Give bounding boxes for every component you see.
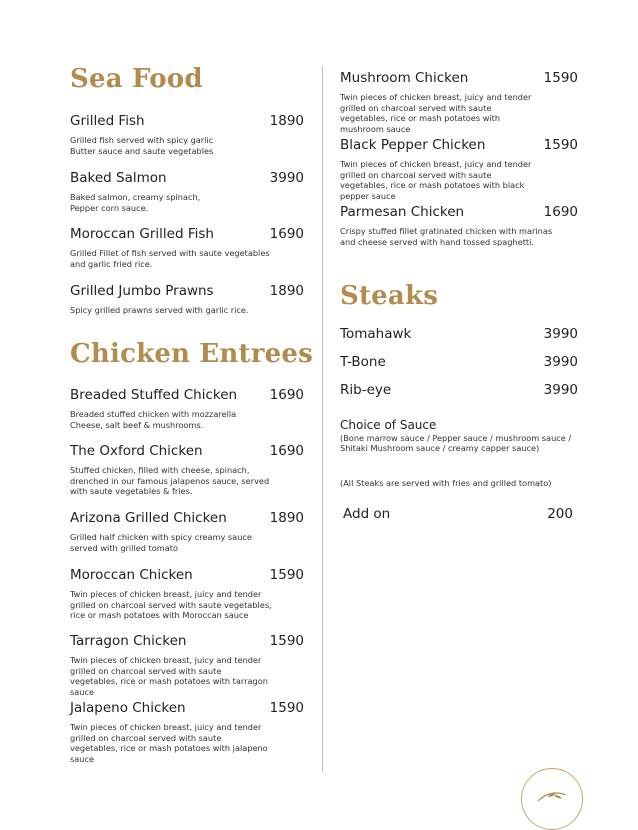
item-price: 1590 [269, 567, 304, 583]
restaurant-logo [521, 768, 583, 830]
item-name: Jalapeno Chicken [70, 700, 186, 716]
item-description: Grilled Fillet of fish served with saute vegetables and garlic fried rice. [70, 248, 270, 269]
item-description: Crispy stuffed fillet gratinated chicken with marinas and cheese served with hand tossed spaghetti. [340, 226, 553, 247]
menu-item-t-bone [340, 354, 578, 370]
addon-price: 200 [547, 506, 573, 522]
item-price: 3990 [269, 170, 304, 186]
menu-item-mushroom-chicken [340, 70, 578, 134]
item-price: 1590 [543, 70, 578, 86]
item-price: 3990 [543, 326, 578, 342]
menu-item-grilled-jumbo-prawns [70, 283, 304, 316]
item-name: T-Bone [340, 354, 386, 370]
item-description: Twin pieces of chicken breast, juicy and tender grilled on charcoal served with saute vegetables, rice or mash potatoes with Moroccan sauce [70, 589, 272, 621]
menu-item-tarragon-chicken [70, 633, 304, 697]
item-price: 3990 [543, 382, 578, 398]
item-price: 1690 [269, 226, 304, 242]
item-price: 3990 [543, 354, 578, 370]
item-price: 1690 [543, 204, 578, 220]
item-name: Moroccan Grilled Fish [70, 226, 214, 242]
menu-item-moroccan-grilled-fish [70, 226, 304, 269]
sauce-choice-title: Choice of Sauce [340, 418, 437, 432]
item-name: Grilled Fish [70, 113, 145, 129]
menu-item-jalapeno-chicken [70, 700, 304, 764]
item-description: Grilled fish served with spicy garlic Butter sauce and saute vegetables [70, 135, 214, 156]
item-description: Baked salmon, creamy spinach, Pepper corn sauce. [70, 192, 201, 213]
column-divider [322, 66, 323, 772]
item-name: Breaded Stuffed Chicken [70, 387, 238, 403]
item-description: Twin pieces of chicken breast, juicy and tender grilled on charcoal served with saute vegetables, rice or mash potatoes with tarragon sauce [70, 655, 268, 697]
addon-label: Add on [343, 506, 391, 522]
menu-item-parmesan-chicken [340, 204, 578, 247]
item-price: 1890 [269, 113, 304, 129]
item-name: Baked Salmon [70, 170, 167, 186]
section-title-steaks: Steaks [340, 281, 439, 311]
menu-item-add-on [343, 506, 573, 522]
menu-item-baked-salmon [70, 170, 304, 213]
item-name: Black Pepper Chicken [340, 137, 486, 153]
item-name: Parmesan Chicken [340, 204, 465, 220]
section-title-seafood: Sea Food [70, 64, 203, 94]
item-description: Breaded stuffed chicken with mozzarella Cheese, salt beef & mushrooms. [70, 409, 237, 430]
sauce-choice [340, 420, 578, 454]
item-name: The Oxford Chicken [70, 443, 203, 459]
item-name: Arizona Grilled Chicken [70, 510, 227, 526]
menu-item-breaded-stuffed-chicken [70, 387, 304, 430]
item-price: 1590 [543, 137, 578, 153]
item-name: Tomahawk [340, 326, 412, 342]
item-name: Mushroom Chicken [340, 70, 469, 86]
item-price: 1690 [269, 443, 304, 459]
item-name: Tarragon Chicken [70, 633, 187, 649]
item-price: 1590 [269, 633, 304, 649]
section-title-chicken-entrees: Chicken Entrees [70, 339, 313, 369]
item-name: Rib-eye [340, 382, 392, 398]
item-name: Moroccan Chicken [70, 567, 193, 583]
menu-item-grilled-fish [70, 113, 304, 156]
item-description: Grilled half chicken with spicy creamy sauce served with grilled tomato [70, 532, 252, 553]
menu-item-black-pepper-chicken [340, 137, 578, 201]
item-description: Twin pieces of chicken breast, juicy and tender grilled on charcoal served with saute vegetables, rice or mash potatoes with jalapeno sauce [70, 722, 268, 764]
menu-item-arizona-grilled-chicken [70, 510, 304, 553]
item-description: Twin pieces of chicken breast, juicy and tender grilled on charcoal served with saute vegetables, rice or mash potatoes with mushroom sauce [340, 92, 532, 134]
menu-item-the-oxford-chicken [70, 443, 304, 497]
item-name: Grilled Jumbo Prawns [70, 283, 214, 299]
steak-serving-note: (All Steaks are served with fries and grilled tomato) [340, 478, 552, 488]
menu-item-rib-eye [340, 382, 578, 398]
leaf-emblem-icon [536, 789, 568, 805]
menu-item-tomahawk [340, 326, 578, 342]
item-description: Spicy grilled prawns served with garlic rice. [70, 305, 249, 315]
item-description: Stuffed chicken, filled with cheese, spinach, drenched in our famous jalapenos sauce, served with saute vegetables & fries. [70, 465, 270, 497]
item-price: 1690 [269, 387, 304, 403]
item-description: Twin pieces of chicken breast, juicy and tender grilled on charcoal served with saute vegetables, rice or mash potatoes with black pepper sauce [340, 159, 532, 201]
sauce-options: (Bone marrow sauce / Pepper sauce / mushroom sauce / Shitaki Mushroom sauce / creamy capper sauce) [340, 432, 572, 454]
item-price: 1890 [269, 510, 304, 526]
menu-item-moroccan-chicken [70, 567, 304, 621]
item-price: 1590 [269, 700, 304, 716]
item-price: 1890 [269, 283, 304, 299]
